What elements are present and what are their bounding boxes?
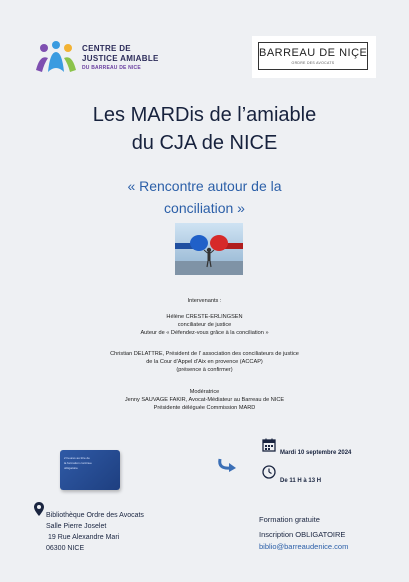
subtitle-line2: conciliation » <box>164 200 245 216</box>
badge-line2: la formation continue <box>64 461 92 465</box>
address-line4: 06300 NICE <box>46 545 85 552</box>
curved-arrow-icon <box>216 455 240 473</box>
speaker2-line2: de la Cour d’Appel d’Aix en provence (ACCAP) <box>146 359 263 365</box>
speaker2-line1: Christian DELATTRE, Président de l’ association des conciliateurs de justice <box>110 351 299 357</box>
moderator-line2: Présidente déléguée Commission MARD <box>153 405 256 411</box>
cja-logo-line1: CENTRE DE <box>82 44 131 53</box>
event-date: Mardi 10 septembre 2024 <box>280 450 352 456</box>
address-line1: Bibliothèque Ordre des Avocats <box>46 512 144 519</box>
location-pin-icon <box>34 502 44 516</box>
clock-icon <box>262 465 276 479</box>
cja-logo-line3: DU BARREAU DE NICE <box>82 65 141 71</box>
barreau-logo-name: BARREAU DE NIÇE <box>259 47 368 59</box>
barreau-logo <box>252 36 376 78</box>
info-email-link[interactable]: biblio@barreaudenice.com <box>259 542 349 551</box>
speaker1-name: Hélène CRESTE-ERLINGSEN <box>166 314 243 320</box>
event-time: De 11 H à 13 H <box>280 478 322 484</box>
cja-logo-line2: JUSTICE AMIABLE <box>82 54 159 63</box>
page-title-line2: du CJA de NICE <box>131 132 278 154</box>
moderator-line1: Jenny SAUVAGE FAKIR, Avocat-Médiateur au Barreau de NICE <box>124 397 285 403</box>
speaker2-line3: (présence à confirmer) <box>176 367 233 373</box>
barreau-logo-sub: ORDRE DES AVOCATS <box>291 61 335 65</box>
speakers-heading: Intervenants : <box>187 298 222 304</box>
barreau-logo-frame <box>258 42 368 70</box>
info-registration: Inscription OBLIGATOIRE <box>259 530 346 539</box>
speaker1-book: Auteur de « Défendez-vous grâce à la conciliation » <box>140 330 269 336</box>
training-badge <box>60 450 120 490</box>
cja-people-icon <box>34 40 78 74</box>
address-line3: 19 Rue Alexandre Mari <box>48 534 120 541</box>
page-title-line1: Les MARDis de l’amiable <box>92 104 317 126</box>
badge-line1: 2 heures au titre de <box>64 456 90 460</box>
boxing-gloves-image <box>175 223 243 275</box>
info-free: Formation gratuite <box>259 515 320 524</box>
badge-line3: obligatoire <box>64 466 78 470</box>
address-line2: Salle Pierre Joselet <box>46 523 107 530</box>
calendar-icon <box>262 438 276 452</box>
subtitle-line1: « Rencontre autour de la <box>127 178 282 194</box>
speaker1-role: conciliateur de justice <box>177 322 232 328</box>
moderator-heading: Modératrice <box>189 389 220 395</box>
cja-logo <box>34 38 184 78</box>
